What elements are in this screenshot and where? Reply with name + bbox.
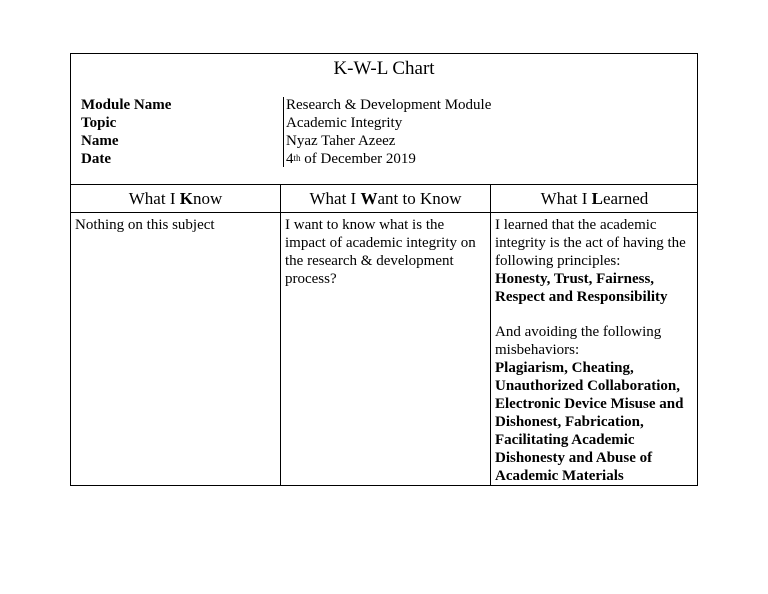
info-values (286, 96, 586, 168)
cell-want: I want to know what is the impact of academic integrity on the research & development process? (285, 217, 476, 287)
info-labels (81, 96, 271, 168)
column-header-know: What I Know (128, 189, 223, 208)
label-module-name: Module Name (81, 97, 172, 113)
cell-learned (491, 216, 698, 485)
kwl-chart (70, 53, 698, 486)
label-name: Name (81, 133, 119, 149)
header-bottom-divider (71, 212, 697, 213)
learned-principles: Honesty, Trust, Fairness, Respect and Responsibility (495, 271, 668, 305)
value-name: Nyaz Taher Azeez (286, 133, 396, 149)
label-topic: Topic (81, 115, 117, 131)
learned-intro: I learned that the academic integrity is the act of having the following principles: (495, 217, 686, 269)
cell-know: Nothing on this subject (75, 217, 215, 233)
column-header-want: What I Want to Know (309, 189, 462, 208)
value-date: 4th of December 2019 (286, 151, 416, 167)
label-date: Date (81, 151, 111, 167)
value-module-name: Research & Development Module (286, 97, 492, 113)
chart-title: K-W-L Chart (333, 58, 435, 79)
header-top-divider (71, 184, 697, 185)
column-header-learned: What I Learned (540, 189, 649, 208)
info-divider (283, 97, 284, 167)
value-topic: Academic Integrity (286, 115, 403, 131)
learned-misbehaviors: Plagiarism, Cheating, Unauthorized Collaboration, Electronic Device Misuse and Dishonest, Fabrication, Facilitating Academic Dishonesty and Abuse of Academic Materials (495, 360, 684, 484)
learned-avoid-intro: And avoiding the following misbehaviors: (495, 324, 662, 358)
